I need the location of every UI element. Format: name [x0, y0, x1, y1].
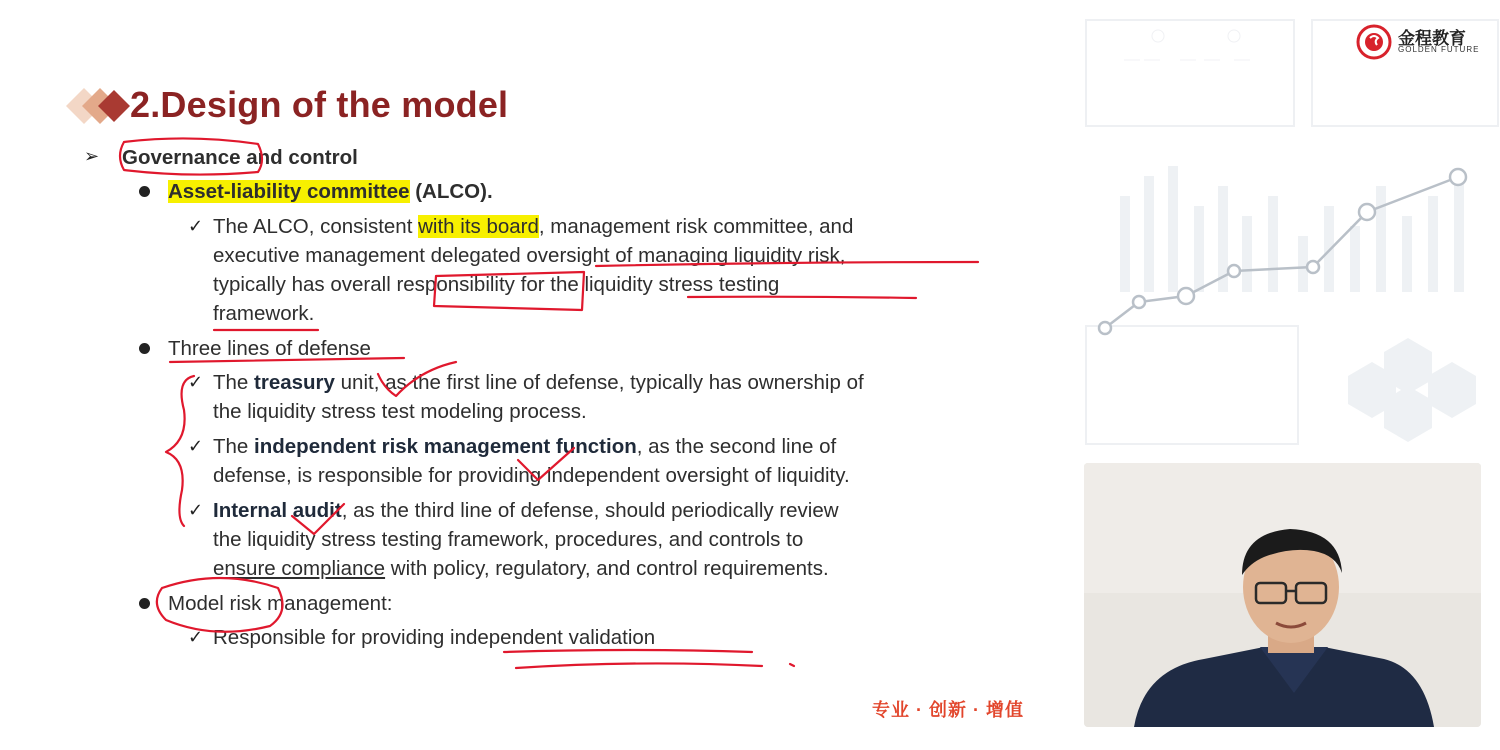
- alco-line-1-b: , management risk committee, and: [538, 215, 854, 238]
- alco-heading: [168, 180, 493, 204]
- checkmark-icon: ✓: [188, 216, 204, 236]
- treasury-a: The: [213, 371, 255, 394]
- bullet-dot-icon: [139, 343, 150, 354]
- checkmark-icon: ✓: [188, 372, 204, 392]
- checkmark-icon: ✓: [188, 627, 204, 647]
- treasury-bold: treasury: [254, 371, 335, 394]
- treasury-line-1: [213, 371, 864, 395]
- alco-line-1-highlight: with its board: [418, 215, 539, 238]
- audit-underline: ensure compliance: [213, 557, 386, 580]
- decorative-background: [1084, 0, 1500, 460]
- audit-line-1: [213, 499, 839, 523]
- checkmark-icon: ✓: [188, 436, 204, 456]
- defense-heading: Three lines of defense: [168, 337, 371, 360]
- audit-rest: with policy, regulatory, and control requirements.: [385, 557, 829, 580]
- audit-c: , as the third line of defense, should periodically review: [341, 499, 839, 522]
- risk-a: The: [213, 435, 255, 458]
- logo-subtitle: GOLDEN FUTURE: [1398, 45, 1480, 54]
- audit-line-2: the liquidity stress testing framework, procedures, and controls to: [213, 528, 804, 551]
- alco-line-3: typically has overall responsibility for the liquidity stress testing: [213, 273, 780, 296]
- treasury-line-2: the liquidity stress test modeling process.: [213, 400, 587, 423]
- risk-line-1: [213, 435, 836, 459]
- slide-title: 2.Design of the model: [130, 84, 509, 125]
- treasury-c: unit, as the first line of defense, typically has ownership of: [334, 371, 864, 394]
- mrm-line-1: Responsible for providing independent validation: [213, 626, 656, 649]
- alco-line-4: framework.: [213, 302, 315, 325]
- alco-line-2: executive management delegated oversight of managing liquidity risk,: [213, 244, 846, 267]
- bullet-dot-icon: [139, 598, 150, 609]
- title-diamond-icon: [44, 84, 134, 128]
- presenter-image: [1084, 463, 1481, 727]
- checkmark-icon: ✓: [188, 500, 204, 520]
- bullet-dot-icon: [139, 186, 150, 197]
- arrow-bullet-icon: ➢: [84, 146, 100, 166]
- mrm-heading: Model risk management:: [168, 592, 393, 615]
- section-heading: Governance and control: [122, 146, 358, 169]
- logo-name: 金程教育: [1398, 29, 1466, 48]
- alco-line-1-a: The ALCO, consistent: [213, 215, 419, 238]
- alco-highlight: Asset-liability committee: [168, 180, 410, 203]
- alco-line-1: [213, 215, 853, 239]
- risk-c: , as the second line of: [636, 435, 837, 458]
- audit-bold: Internal audit: [213, 499, 342, 522]
- slogan: 专业 · 创新 · 增值: [872, 700, 1024, 720]
- golden-future-logo-icon: [1354, 24, 1394, 60]
- risk-line-2: defense, is responsible for providing independent oversight of liquidity.: [213, 464, 850, 487]
- risk-bold: independent risk management function: [254, 435, 637, 458]
- audit-line-3: [213, 557, 829, 581]
- alco-abbrev: (ALCO).: [409, 180, 493, 203]
- presenter-webcam: [1084, 463, 1481, 727]
